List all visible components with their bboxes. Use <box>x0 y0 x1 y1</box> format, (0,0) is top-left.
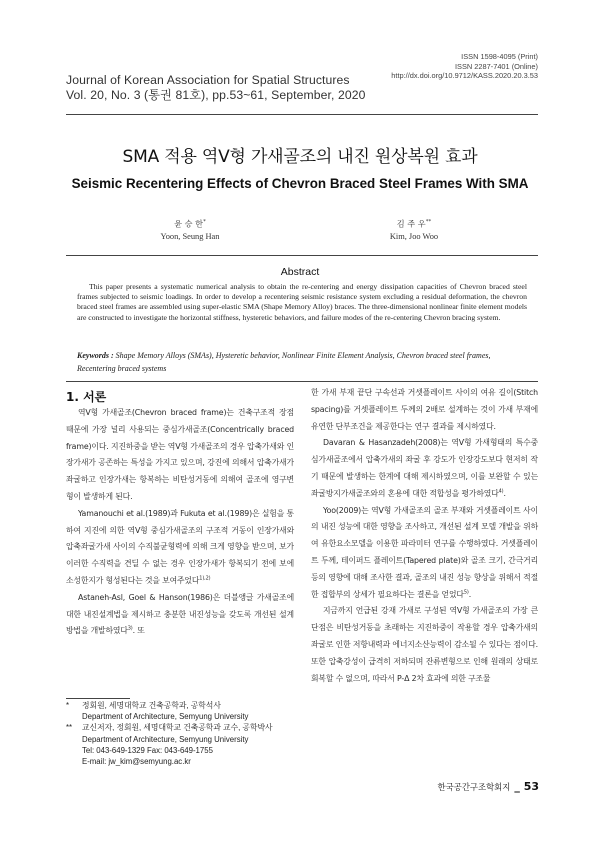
footnote-mark: ** <box>66 723 73 733</box>
page-footer <box>438 780 539 793</box>
abstract-text: This paper presents a systematic numerical analysis to obtain the re-centering and energy dissipation capacities of Chevron braced steel frames subjected to seismic loadings. In order to develop a recentering seismic resistance system excluding a residual deformation, the chevron braced steel frames are assembled using super-elastic SMA (Shape Memory Alloy) braces. The three-dimensional nonlinear finite element models are constructed to investigate the horizontal stiffness, hysteretic behaviors, and failure modes of the re-centering Chevron bracing system. <box>77 282 527 322</box>
author-1 <box>90 216 290 243</box>
issn-block <box>391 52 538 81</box>
right-column <box>311 385 538 687</box>
footnote-mark: * <box>66 701 70 710</box>
footnote-line: Department of Architecture, Semyung University <box>82 734 249 744</box>
paragraph-tail: . <box>468 589 472 599</box>
author-1-name-ko: 윤 승 한 <box>174 218 204 229</box>
keywords-label: Keywords : <box>77 351 116 360</box>
citation-ref: 1),2) <box>199 575 211 582</box>
citation-ref: 4) <box>498 488 504 495</box>
footnote-2 <box>66 722 296 767</box>
journal-info <box>66 73 365 103</box>
footnote-rule <box>66 698 130 699</box>
paragraph: 지금까지 언급된 강재 가새로 구성된 역V형 가새골조의 가장 큰 단점은 비탄성거동을 초래하는 지진하중이 작용할 경우 압축가새의 좌굴로 인한 저항내력과 에너지소산능력이 감소될 수 있다는 점이다. 또한 압축강성이 급격히 저하되며 잔류변형으로 인해 원래의 상태로 회복할 수 없으며, 따라서 P-Δ 2차 효과에 의한 구조물 <box>311 606 538 683</box>
paragraph-text: Yoo(2009)는 역V형 가새골조의 골조 부재와 거셋플레이트 사이의 내진 성능에 대한 영향을 조사하고, 개선된 설계 모델 개발을 위하여 유한요소모델을 이용한 파라미터 연구를 수행하였다. 거셋플레이트 두께, 테이퍼드 플레이트(Tapered plate)와 골조 크기, 간극거리 등의 영향에 대해 조사한 결과, 골조의 내진 성능 향상을 위해서 적절한 접합부의 상세가 필요하다는 결론을 얻었다 <box>311 505 538 599</box>
author-2-name-en: Kim, Joo Woo <box>389 231 439 241</box>
issn-print: ISSN 1598-4095 (Print) <box>461 52 538 61</box>
footer-journal: 한국공간구조학회지 <box>437 782 511 792</box>
paragraph <box>66 506 294 590</box>
section-heading: 1. 서론 <box>66 390 107 404</box>
paragraph-tail: . <box>503 488 506 498</box>
paragraph-text: Astaneh-Asl, Goel & Hanson(1986)은 더블앵글 가새골조에 대한 내진설계법을 제시하고 충분한 내진성능을 갖도록 개선된 설계 방법을 개발하였다 <box>66 592 294 636</box>
author-2-name-ko: 김 주 우 <box>396 218 426 229</box>
title-korean: SMA 적용 역V형 가새골조의 내진 원상복원 효과 <box>122 147 478 167</box>
paragraph-text: Yamanouchi et al.(1989)과 Fukuta et al.(1989)은 실험을 통하여 지진에 의한 역V형 중심가새골조의 구조적 거동이 인장가새와 압축좌굴가새 사이의 수직불균형력에 의해 크게 영향을 받으며, 보가 이러한 수직력을 견딜 수 없는 경우 인장가새가 항복되기 전에 보에 소성한지가 형성된다는 것을 보여주었다 <box>66 508 294 585</box>
abstract-bottom-rule <box>66 381 538 382</box>
title-english: Seismic Recentering Effects of Chevron Braced Steel Frames With SMA <box>71 176 529 191</box>
footnote-line: Tel: 043-649-1329 Fax: 043-649-1755 <box>82 745 213 755</box>
citation-ref: 5) <box>463 588 469 595</box>
abstract-heading: Abstract <box>280 266 320 278</box>
left-column <box>66 405 294 640</box>
paragraph <box>311 435 538 502</box>
paragraph <box>66 590 294 640</box>
footnote-line: Department of Architecture, Semyung University <box>82 712 249 722</box>
author-1-mark: * <box>203 219 206 225</box>
citation-ref: 3) <box>127 625 133 632</box>
footnote-email[interactable]: E-mail: jw_kim@semyung.ac.kr <box>82 757 191 767</box>
issn-online: ISSN 2287-7401 (Online) <box>455 61 538 71</box>
paragraph-text: Davaran & Hasanzadeh(2008)는 역V형 가새형태의 특수중심가새골조에서 압축가새의 좌굴 후 강도가 인장강도보다 현저히 작기 때문에 발생하는 한계에 대해 제시하였으며, 이를 보완할 수 있는 좌굴방지가새골조와의 혼용에 대한 적합성을 평가하였다 <box>311 438 538 498</box>
footnote-1 <box>66 700 296 722</box>
abstract-top-rule <box>66 255 538 256</box>
paragraph: 한 가새 부재 끝단 구속선과 거셋플레이트 사이의 여유 길이(Stitch spacing)를 거셋플레이트 두께의 2배로 설계하는 것이 가새 부재에 유연한 단부조건을 제공한다는 연구 결과를 제시하였다. <box>311 388 538 431</box>
author-1-name-en: Yoon, Seung Han <box>160 231 220 241</box>
footnotes <box>66 700 296 767</box>
author-2 <box>314 216 514 243</box>
paragraph-tail: . 또 <box>132 626 145 636</box>
paragraph <box>311 503 538 604</box>
doi-link[interactable]: http://dx.doi.org/10.9712/KASS.2020.20.3.53 <box>391 71 538 81</box>
footnote-line: 정회원, 세명대학교 건축공학과, 공학석사 <box>82 701 221 710</box>
author-2-mark: ** <box>425 219 432 225</box>
header-rule <box>66 114 538 115</box>
journal-name: Journal of Korean Association for Spatial Structures <box>66 73 350 87</box>
footnote-line: 교신저자, 정회원, 세명대학교 건축공학과 교수, 공학박사 <box>82 723 273 733</box>
volume-line: Vol. 20, No. 3 (통권 81호), pp.53~61, September, 2020 <box>66 88 366 102</box>
paragraph: 역V형 가새골조(Chevron braced frame)는 건축구조적 장점 때문에 가장 널리 사용되는 중심가새골조(Concentrically braced frame)이다. 지진하중을 받는 역V형 가새골조의 경우 압축가새와 인장가새가 공존하는 특성을 가지고 있으며, 강진에 의해서 압축가새가 좌굴하고 인장가새는 항복하는 비탄성거동에 의해여 골조에 영구변형이 발생하게 된다. <box>66 408 294 501</box>
keywords <box>77 350 529 376</box>
keywords-text: Shape Memory Alloys (SMAs), Hysteretic behavior, Nonlinear Finite Element Analysis, Chevron braced steel frames, Recentering braced systems <box>77 351 491 373</box>
page-number: _ 53 <box>514 780 539 793</box>
